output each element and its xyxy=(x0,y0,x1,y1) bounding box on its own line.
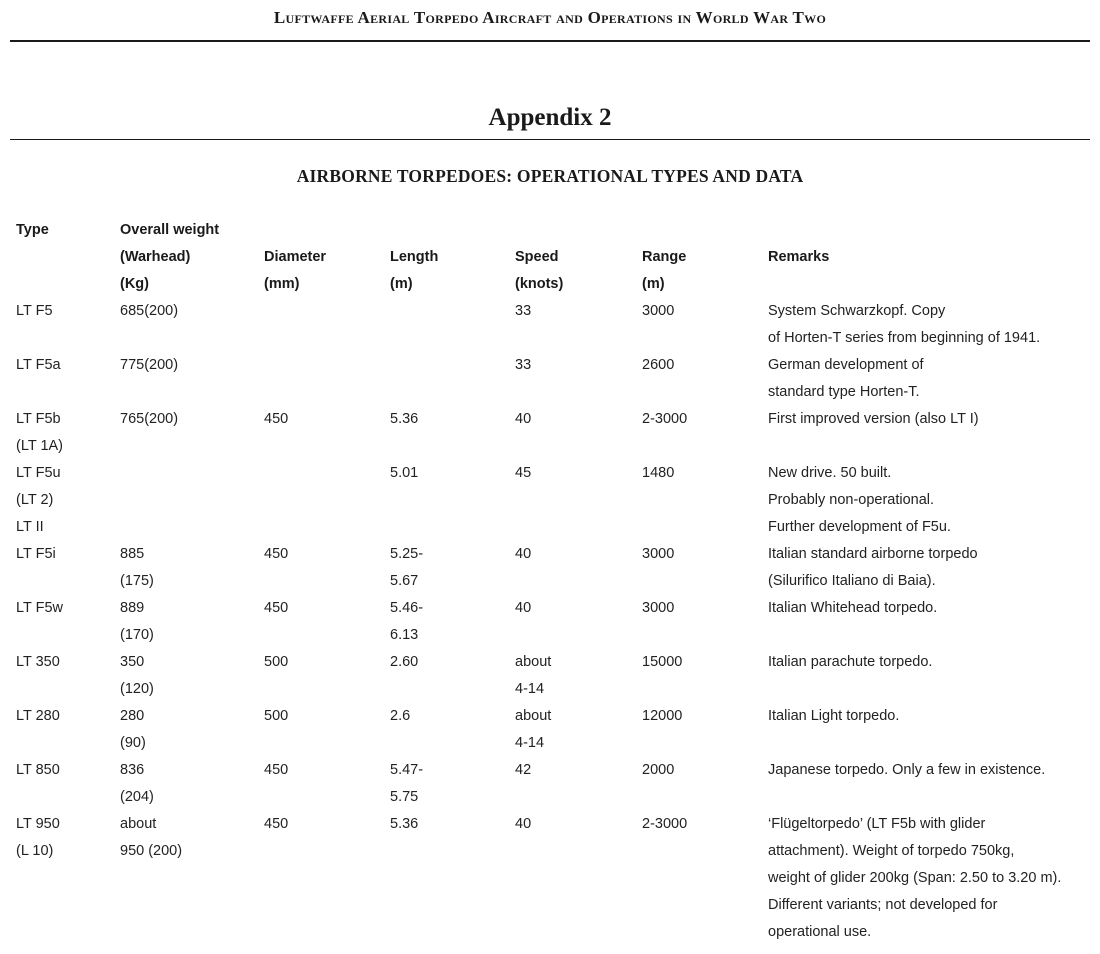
cell-diameter-line: 450 xyxy=(264,762,289,778)
cell-speed xyxy=(515,460,531,487)
cell-remarks-line: Italian standard airborne torpedo xyxy=(768,546,978,562)
cell-type-line: LT II xyxy=(16,519,44,535)
cell-speed xyxy=(515,703,551,757)
cell-remarks xyxy=(768,406,979,433)
cell-type xyxy=(16,406,63,460)
cell-length xyxy=(390,406,418,433)
cell-range xyxy=(642,541,674,568)
cell-length-line: 5.46- xyxy=(390,600,424,616)
cell-remarks-line: of Horten-T series from beginning of 1941. xyxy=(768,330,1041,346)
cell-length-line: 2.60 xyxy=(390,654,419,670)
header-type xyxy=(16,217,49,244)
cell-speed-line: 45 xyxy=(515,465,532,481)
cell-type-line: LT F5w xyxy=(16,600,64,616)
header-range xyxy=(642,244,686,298)
cell-weight xyxy=(120,298,178,325)
cell-type-line: LT F5i xyxy=(16,546,56,562)
cell-remarks-line: Italian Whitehead torpedo. xyxy=(768,600,938,616)
cell-type xyxy=(16,703,60,730)
cell-speed xyxy=(515,298,531,325)
cell-remarks-line: weight of glider 200kg (Span: 2.50 to 3.20 m). xyxy=(768,870,1062,886)
cell-diameter-line: 450 xyxy=(264,600,289,616)
cell-type xyxy=(16,595,63,622)
cell-type xyxy=(16,811,60,865)
cell-weight xyxy=(120,352,178,379)
cell-weight xyxy=(120,406,178,433)
cell-speed xyxy=(515,541,531,568)
cell-range xyxy=(642,352,674,379)
cell-weight xyxy=(120,649,154,703)
cell-weight-line: (170) xyxy=(120,627,154,643)
cell-length-line: 5.01 xyxy=(390,465,419,481)
cell-speed-line: 33 xyxy=(515,303,532,319)
cell-diameter xyxy=(264,595,288,622)
cell-remarks-line: operational use. xyxy=(768,924,872,940)
cell-remarks xyxy=(768,703,899,730)
cell-type-line: (LT 2) xyxy=(16,492,54,508)
running-header-title: Luftwaffe Aerial Torpedo Aircraft and Operations in World War Two xyxy=(273,8,827,27)
cell-range-line: 2-3000 xyxy=(642,411,688,427)
header-speed xyxy=(515,244,563,298)
cell-remarks-line: ‘Flügeltorpedo’ (LT F5b with glider xyxy=(768,816,986,832)
cell-diameter xyxy=(264,649,288,676)
cell-weight-line: 775(200) xyxy=(120,357,179,373)
cell-type xyxy=(16,541,56,568)
header-speed-line: (knots) xyxy=(515,276,564,292)
cell-weight-line: (120) xyxy=(120,681,154,697)
cell-diameter xyxy=(264,757,288,784)
cell-length-line: 5.47- xyxy=(390,762,424,778)
cell-diameter xyxy=(264,703,288,730)
cell-speed xyxy=(515,811,531,838)
header-length-line: Length xyxy=(390,249,439,265)
header-diameter xyxy=(264,244,326,298)
cell-remarks xyxy=(768,352,924,406)
cell-weight xyxy=(120,811,182,865)
cell-speed xyxy=(515,757,531,784)
cell-remarks-line: Further development of F5u. xyxy=(768,519,951,535)
cell-type xyxy=(16,298,53,325)
cell-speed-line: about xyxy=(515,654,552,670)
appendix-title: Appendix 2 xyxy=(488,104,612,131)
cell-length xyxy=(390,595,423,649)
header-weight-line: Overall weight xyxy=(120,222,220,238)
cell-type-line: LT F5u xyxy=(16,465,61,481)
cell-diameter-line: 450 xyxy=(264,546,289,562)
cell-length xyxy=(390,649,418,676)
cell-type-line: LT 950 xyxy=(16,816,60,832)
cell-type-line: LT F5 xyxy=(16,303,53,319)
header-remarks xyxy=(768,244,829,271)
header-diameter-line: Diameter xyxy=(264,249,327,265)
cell-remarks-line: System Schwarzkopf. Copy xyxy=(768,303,946,319)
header-weight-line: (Warhead) xyxy=(120,249,191,265)
cell-remarks-line: Italian parachute torpedo. xyxy=(768,654,933,670)
cell-length-line: 2.6 xyxy=(390,708,411,724)
cell-range xyxy=(642,595,674,622)
cell-remarks-line: Probably non-operational. xyxy=(768,492,935,508)
cell-remarks-line: attachment). Weight of torpedo 750kg, xyxy=(768,843,1015,859)
cell-remarks xyxy=(768,649,932,676)
cell-range-line: 2600 xyxy=(642,357,675,373)
cell-range-line: 3000 xyxy=(642,303,675,319)
header-range-line: Range xyxy=(642,249,687,265)
cell-weight-line: 685(200) xyxy=(120,303,179,319)
cell-type xyxy=(16,460,61,541)
cell-diameter-line: 500 xyxy=(264,708,289,724)
cell-weight xyxy=(120,757,154,811)
header-range-line: (m) xyxy=(642,276,665,292)
cell-type xyxy=(16,757,60,784)
cell-speed-line: 40 xyxy=(515,546,532,562)
cell-type-line: (LT 1A) xyxy=(16,438,64,454)
cell-weight xyxy=(120,703,146,757)
cell-length-line: 5.36 xyxy=(390,816,419,832)
cell-remarks-line: (Silurifico Italiano di Baia). xyxy=(768,573,936,589)
cell-type-line: LT 850 xyxy=(16,762,60,778)
header-type-line: Type xyxy=(16,222,49,238)
cell-range-line: 3000 xyxy=(642,600,675,616)
cell-speed-line: 4-14 xyxy=(515,681,545,697)
cell-range xyxy=(642,811,687,838)
cell-length-line: 6.13 xyxy=(390,627,419,643)
cell-range xyxy=(642,757,674,784)
cell-remarks xyxy=(768,595,937,622)
cell-speed-line: about xyxy=(515,708,552,724)
header-length-line: (m) xyxy=(390,276,413,292)
cell-speed xyxy=(515,595,531,622)
cell-range-line: 3000 xyxy=(642,546,675,562)
cell-weight-line: (204) xyxy=(120,789,154,805)
cell-speed-line: 4-14 xyxy=(515,735,545,751)
cell-length-line: 5.25- xyxy=(390,546,424,562)
header-weight-line: (Kg) xyxy=(120,276,149,292)
cell-weight xyxy=(120,541,154,595)
cell-remarks xyxy=(768,811,1061,946)
cell-diameter xyxy=(264,406,288,433)
cell-remarks xyxy=(768,298,1040,352)
cell-remarks-line: Japanese torpedo. Only a few in existence. xyxy=(768,762,1046,778)
cell-range-line: 2-3000 xyxy=(642,816,688,832)
cell-weight-line: 765(200) xyxy=(120,411,179,427)
cell-remarks xyxy=(768,541,978,595)
cell-remarks-line: standard type Horten-T. xyxy=(768,384,920,400)
cell-range-line: 15000 xyxy=(642,654,683,670)
cell-length xyxy=(390,811,418,838)
cell-type xyxy=(16,649,60,676)
cell-weight-line: 889 xyxy=(120,600,145,616)
header-length xyxy=(390,244,438,298)
cell-remarks-line: Different variants; not developed for xyxy=(768,897,998,913)
appendix-rule xyxy=(10,139,1090,140)
cell-speed xyxy=(515,649,551,703)
cell-length-line: 5.67 xyxy=(390,573,419,589)
cell-length-line: 5.75 xyxy=(390,789,419,805)
cell-type xyxy=(16,352,61,379)
cell-weight-line: (175) xyxy=(120,573,154,589)
cell-diameter-line: 450 xyxy=(264,411,289,427)
cell-speed-line: 40 xyxy=(515,411,532,427)
table-subtitle: AIRBORNE TORPEDOES: OPERATIONAL TYPES AND DATA xyxy=(296,166,804,186)
cell-weight-line: 836 xyxy=(120,762,145,778)
cell-range xyxy=(642,649,682,676)
cell-range xyxy=(642,460,674,487)
cell-weight-line: 350 xyxy=(120,654,145,670)
cell-speed xyxy=(515,406,531,433)
cell-speed xyxy=(515,352,531,379)
cell-length-line: 5.36 xyxy=(390,411,419,427)
cell-speed-line: 40 xyxy=(515,816,532,832)
cell-remarks-line: Italian Light torpedo. xyxy=(768,708,900,724)
cell-remarks-line: German development of xyxy=(768,357,924,373)
cell-weight-line: (90) xyxy=(120,735,146,751)
cell-remarks xyxy=(768,460,951,541)
header-weight xyxy=(120,217,219,298)
cell-remarks-line: New drive. 50 built. xyxy=(768,465,892,481)
cell-weight-line: about xyxy=(120,816,157,832)
cell-length xyxy=(390,703,410,730)
cell-weight xyxy=(120,595,154,649)
cell-type-line: LT 350 xyxy=(16,654,60,670)
cell-diameter xyxy=(264,541,288,568)
cell-speed-line: 42 xyxy=(515,762,532,778)
cell-range xyxy=(642,703,682,730)
cell-weight-line: 950 (200) xyxy=(120,843,183,859)
cell-type-line: LT 280 xyxy=(16,708,60,724)
header-speed-line: Speed xyxy=(515,249,559,265)
cell-remarks-line: First improved version (also LT I) xyxy=(768,411,979,427)
cell-remarks xyxy=(768,757,1045,784)
cell-length xyxy=(390,460,418,487)
cell-range-line: 2000 xyxy=(642,762,675,778)
cell-weight-line: 280 xyxy=(120,708,145,724)
cell-diameter xyxy=(264,811,288,838)
cell-length xyxy=(390,757,423,811)
cell-type-line: LT F5b xyxy=(16,411,61,427)
cell-diameter-line: 450 xyxy=(264,816,289,832)
cell-range xyxy=(642,406,687,433)
cell-length xyxy=(390,541,423,595)
cell-range-line: 12000 xyxy=(642,708,683,724)
cell-range xyxy=(642,298,674,325)
header-remarks-line: Remarks xyxy=(768,249,830,265)
header-diameter-line: (mm) xyxy=(264,276,300,292)
header-rule xyxy=(10,40,1090,42)
cell-type-line: LT F5a xyxy=(16,357,61,373)
cell-speed-line: 33 xyxy=(515,357,532,373)
cell-speed-line: 40 xyxy=(515,600,532,616)
cell-weight-line: 885 xyxy=(120,546,145,562)
cell-type-line: (L 10) xyxy=(16,843,54,859)
cell-diameter-line: 500 xyxy=(264,654,289,670)
cell-range-line: 1480 xyxy=(642,465,675,481)
